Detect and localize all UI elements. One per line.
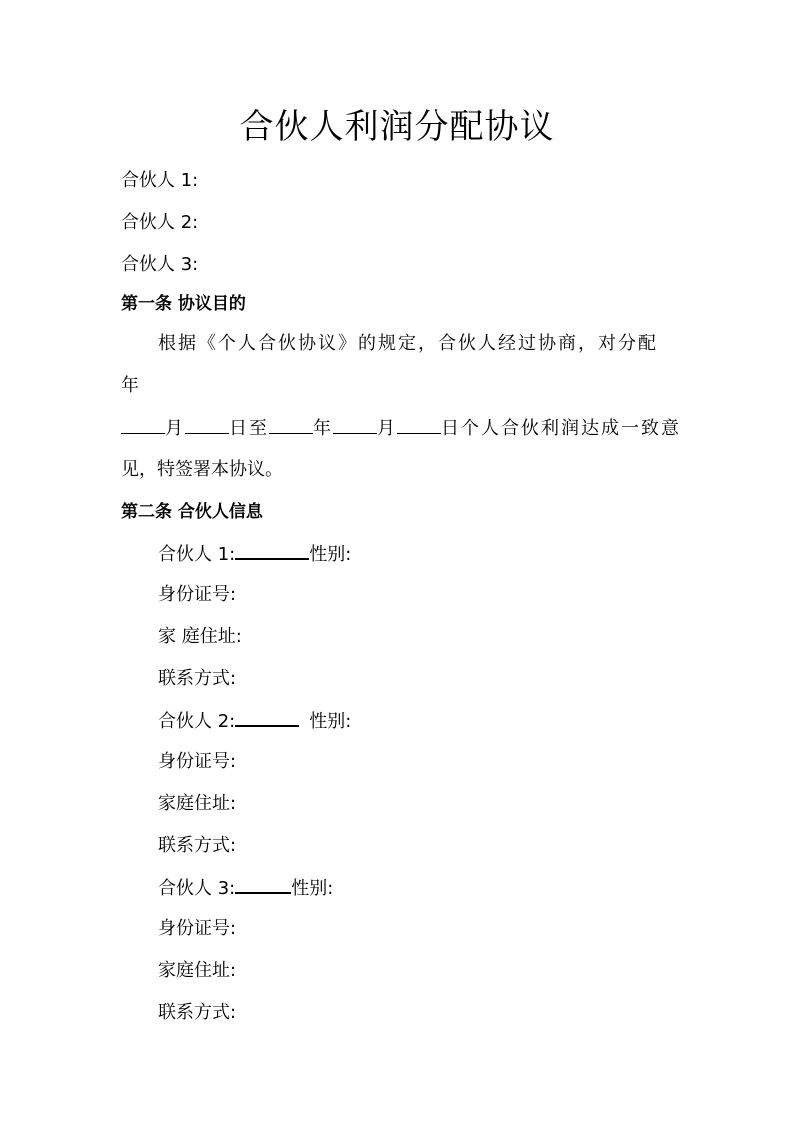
gender-label: 性别: bbox=[309, 544, 352, 565]
partner-2-name-row bbox=[158, 707, 351, 735]
partner-name-blank[interactable] bbox=[235, 874, 291, 894]
blank-field[interactable] bbox=[333, 415, 377, 434]
text-month: 月 bbox=[377, 418, 397, 439]
gender-label: 性别: bbox=[309, 711, 352, 732]
partner-name-blank[interactable] bbox=[235, 540, 309, 560]
gender-label: 性别: bbox=[291, 878, 334, 899]
blank-field[interactable] bbox=[121, 415, 165, 434]
document-title: 合伙人利润分配协议 bbox=[239, 107, 555, 147]
partner-name-label: 合伙人 2: bbox=[158, 711, 236, 732]
partner-name-label: 合伙人 3: bbox=[158, 878, 236, 899]
partner-1-name-row bbox=[158, 540, 351, 568]
blank-field[interactable] bbox=[269, 415, 313, 434]
party-line-1: 合伙人 1: bbox=[121, 170, 199, 191]
partner-2-contact: 联系方式: bbox=[158, 835, 237, 856]
partner-1-address: 家 庭住址: bbox=[158, 626, 242, 647]
text-rest: 日个人合伙利润达成一致意 bbox=[441, 418, 681, 439]
partner-3-id: 身份证号: bbox=[158, 918, 237, 939]
party-line-3: 合伙人 3: bbox=[121, 254, 199, 275]
partner-3-name-row bbox=[158, 874, 333, 902]
party-line-2: 合伙人 2: bbox=[121, 212, 199, 233]
blank-field[interactable] bbox=[397, 415, 441, 434]
article-1-heading: 第一条 协议目的 bbox=[121, 294, 246, 314]
partner-2-id: 身份证号: bbox=[158, 751, 237, 772]
partner-name-blank[interactable] bbox=[235, 707, 299, 727]
partner-1-id: 身份证号: bbox=[158, 584, 237, 605]
text-day-to: 日至 bbox=[229, 418, 269, 439]
partner-2-address: 家庭住址: bbox=[158, 793, 237, 814]
article-1-text-line-2: 年 bbox=[121, 375, 139, 396]
article-1-text-line-1: 根据《个人合伙协议》的规定，合伙人经过协商，对分配 bbox=[158, 333, 658, 354]
partner-1-contact: 联系方式: bbox=[158, 668, 237, 689]
text-month: 月 bbox=[165, 418, 185, 439]
partner-name-label: 合伙人 1: bbox=[158, 544, 236, 565]
text-year: 年 bbox=[313, 418, 333, 439]
article-2-heading: 第二条 合伙人信息 bbox=[121, 502, 263, 522]
partner-3-address: 家庭住址: bbox=[158, 960, 237, 981]
article-1-text-line-3 bbox=[121, 415, 681, 442]
blank-field[interactable] bbox=[185, 415, 229, 434]
article-1-text-line-4: 见，特签署本协议。 bbox=[121, 459, 283, 480]
partner-3-contact: 联系方式: bbox=[158, 1002, 237, 1023]
